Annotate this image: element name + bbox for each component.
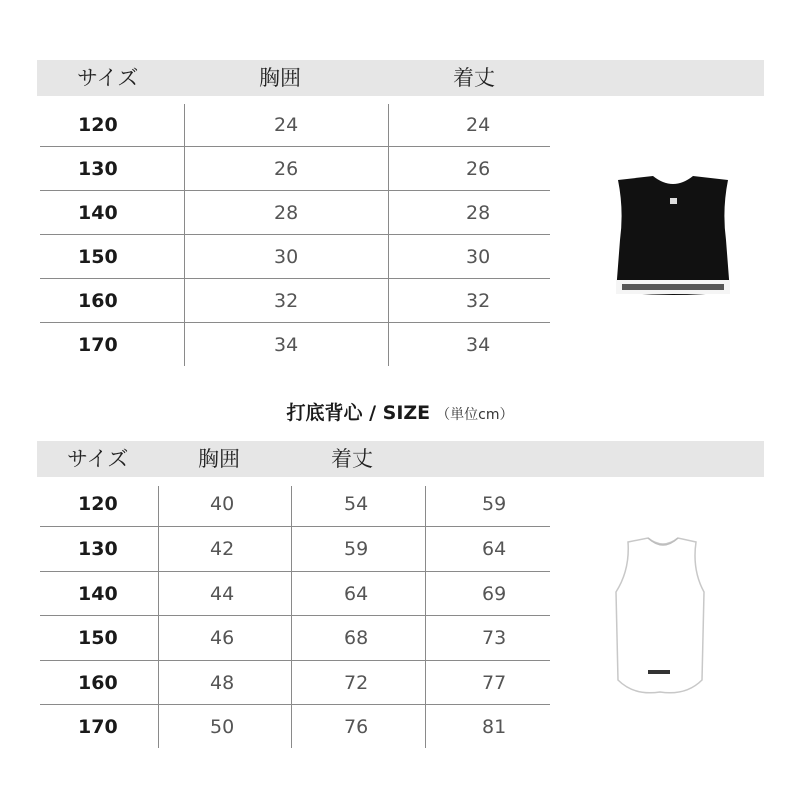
- value-cell: 59: [482, 493, 507, 515]
- value-cell: 54: [344, 493, 369, 515]
- table2-header: [37, 441, 764, 477]
- chest-cell: 26: [274, 158, 299, 180]
- size-cell: 140: [78, 583, 118, 605]
- value-cell: 46: [210, 627, 235, 649]
- table1-divider: [184, 104, 185, 366]
- chest-cell: 32: [274, 290, 299, 312]
- value-cell: 76: [344, 716, 369, 738]
- length-cell: 24: [466, 114, 491, 136]
- value-cell: 40: [210, 493, 235, 515]
- value-cell: 64: [344, 583, 369, 605]
- value-cell: 68: [344, 627, 369, 649]
- header-chest: 胸囲: [198, 447, 240, 471]
- size-cell: 160: [78, 290, 118, 312]
- value-cell: 59: [344, 538, 369, 560]
- header-size: サイズ: [67, 447, 129, 471]
- value-cell: 77: [482, 672, 507, 694]
- value-cell: 44: [210, 583, 235, 605]
- chest-cell: 28: [274, 202, 299, 224]
- length-cell: 32: [466, 290, 491, 312]
- value-cell: 48: [210, 672, 235, 694]
- size-cell: 130: [78, 538, 118, 560]
- size-cell: 150: [78, 627, 118, 649]
- chest-cell: 24: [274, 114, 299, 136]
- value-cell: 50: [210, 716, 235, 738]
- table1-header: [37, 60, 764, 96]
- value-cell: 73: [482, 627, 507, 649]
- size-cell: 150: [78, 246, 118, 268]
- header-size: サイズ: [77, 66, 139, 90]
- size-cell: 120: [78, 114, 118, 136]
- chest-cell: 34: [274, 334, 299, 356]
- size-cell: 170: [78, 716, 118, 738]
- header-length: 着丈: [453, 66, 495, 90]
- table1-divider: [388, 104, 389, 366]
- size-cell: 130: [78, 158, 118, 180]
- size-cell: 120: [78, 493, 118, 515]
- length-cell: 34: [466, 334, 491, 356]
- section-title-main: 打底背心 / SIZE: [286, 402, 431, 424]
- chest-cell: 30: [274, 246, 299, 268]
- value-cell: 72: [344, 672, 369, 694]
- header-chest: 胸囲: [259, 66, 301, 90]
- length-cell: 28: [466, 202, 491, 224]
- size-cell: 160: [78, 672, 118, 694]
- black-crop-tank-image: [598, 170, 748, 310]
- value-cell: 81: [482, 716, 507, 738]
- length-cell: 26: [466, 158, 491, 180]
- value-cell: 64: [482, 538, 507, 560]
- value-cell: 69: [482, 583, 507, 605]
- length-cell: 30: [466, 246, 491, 268]
- size-cell: 140: [78, 202, 118, 224]
- value-cell: 42: [210, 538, 235, 560]
- size-cell: 170: [78, 334, 118, 356]
- header-length: 着丈: [331, 447, 373, 471]
- section-title: [0, 398, 800, 425]
- section-title-unit: （単位cm）: [436, 407, 514, 423]
- white-long-tank-image: [598, 530, 728, 710]
